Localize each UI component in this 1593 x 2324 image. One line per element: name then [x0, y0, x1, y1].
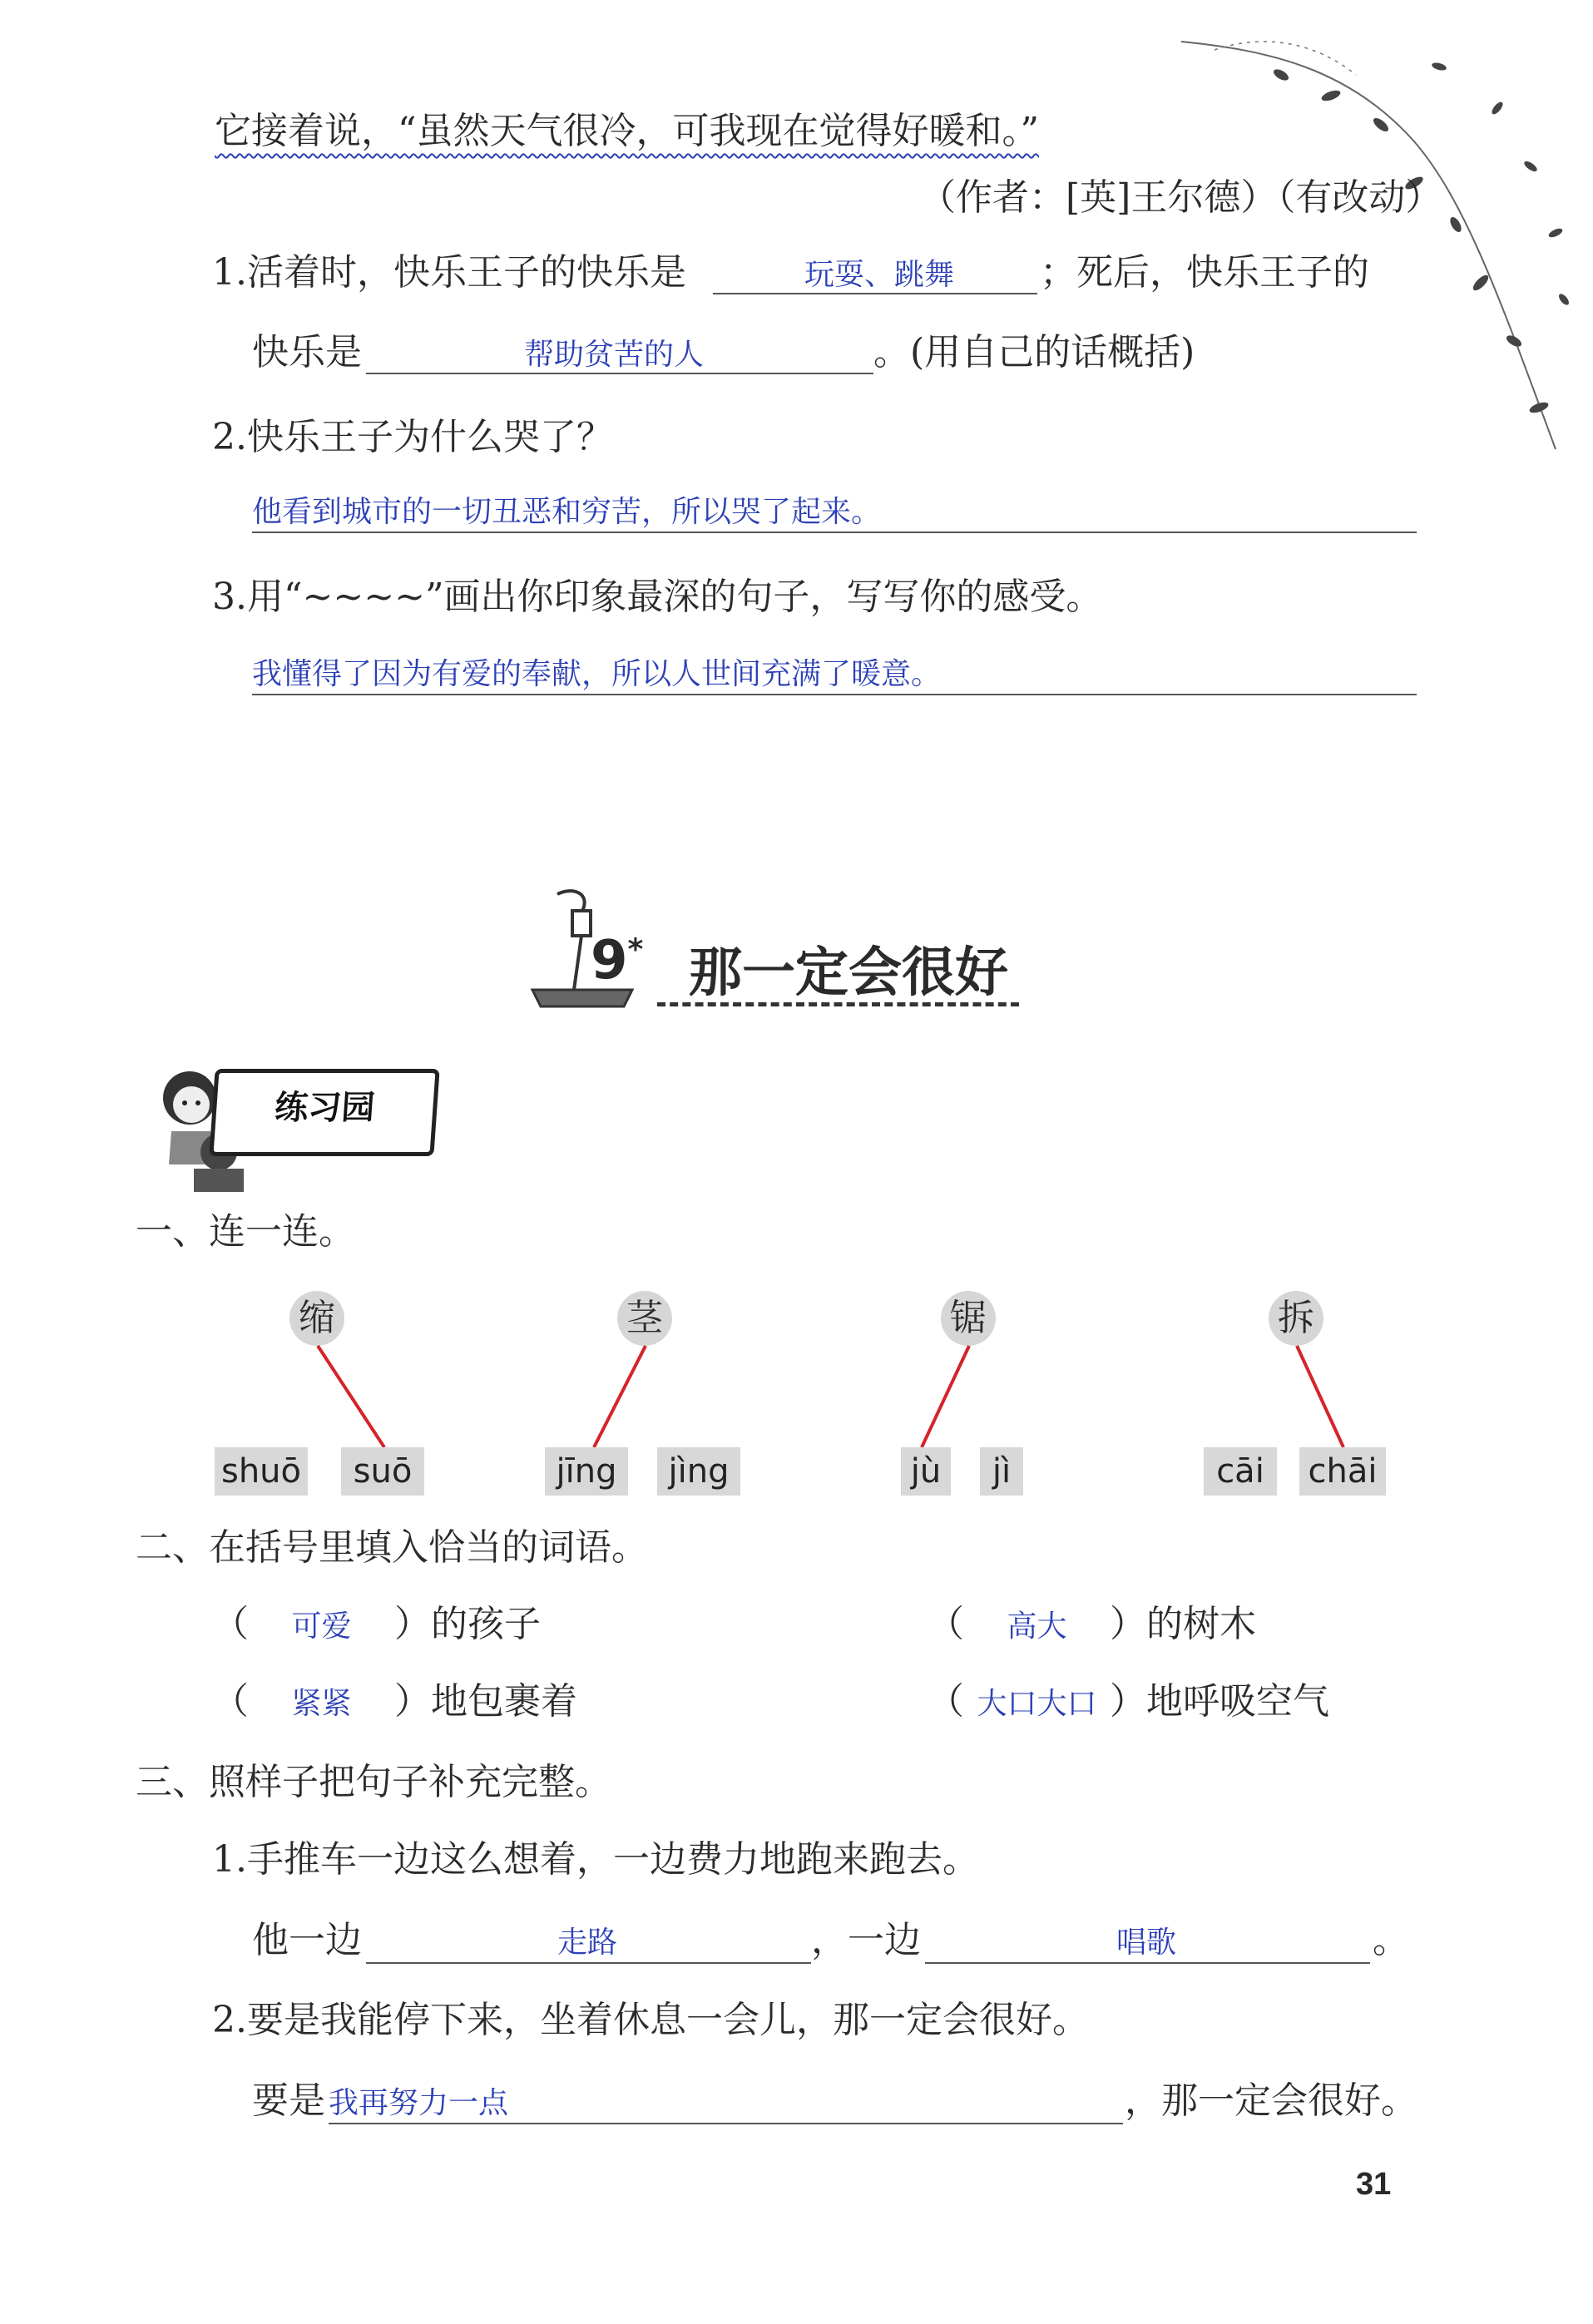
match-line-ju [922, 1346, 969, 1447]
ex1-blank-2[interactable] [925, 1917, 1370, 1964]
question-3: 3.用“~~~~”画出你印象最深的句子，写写你的感受。 [212, 576, 1103, 618]
ex2-blank[interactable] [329, 2078, 1123, 2124]
ex2-answer: 我再努力一点 [329, 2086, 509, 2120]
fill-answer-1[interactable]: 可爱 [291, 1609, 352, 1644]
match-line-jing [594, 1346, 646, 1447]
section-3-heading: 三、照样子把句子补充完整。 [136, 1761, 611, 1803]
lesson-star: * [627, 932, 644, 967]
pinyin-cai[interactable]: cāi [1204, 1447, 1277, 1496]
pinyin-ji[interactable]: jì [980, 1447, 1023, 1496]
example-1-prefix: 他一边 [252, 1919, 362, 1961]
fill-answer-3[interactable]: 紧紧 [291, 1687, 352, 1721]
lesson-number-text: 9 [591, 930, 628, 991]
pinyin-jing1[interactable]: jīng [545, 1447, 628, 1496]
lesson-title: 那一定会很好 [689, 942, 1008, 1004]
q1-answer-2: 帮助贫苦的人 [524, 338, 705, 372]
ex1-answer-1: 走路 [557, 1926, 618, 1960]
example-2-prefix: 要是 [252, 2079, 325, 2122]
example-1-end: 。 [1373, 1919, 1409, 1961]
fill-suffix-3: 地包裹着 [431, 1680, 577, 1723]
char-jing[interactable]: 茎 [617, 1291, 672, 1346]
fill-suffix-4: 地呼吸空气 [1146, 1680, 1329, 1723]
fill-item-4: （ 大口大口 ）地呼吸空气 [928, 1680, 1329, 1726]
fill-item-2: （ 高大 ）的树木 [928, 1603, 1256, 1649]
fill-answer-4[interactable]: 大口大口 [977, 1687, 1097, 1721]
q3-answer: 我懂得了因为有爱的奉献，所以人世间充满了暖意。 [252, 657, 942, 691]
match-line-chai [1297, 1346, 1343, 1447]
section-1-heading: 一、连一连。 [136, 1210, 355, 1253]
pinyin-chai[interactable]: chāi [1299, 1447, 1386, 1496]
match-line-suo [318, 1346, 384, 1447]
practice-label: 练习园 [273, 1089, 376, 1127]
char-suo[interactable]: 缩 [289, 1291, 344, 1346]
q1-answer-1: 玩耍、跳舞 [804, 258, 955, 292]
fill-suffix-2: 的树木 [1146, 1603, 1256, 1645]
story-quote-text: 它接着说，“虽然天气很冷，可我现在觉得好暖和。” [215, 110, 1039, 152]
fill-item-3: （ 紧紧 ）地包裹着 [212, 1680, 577, 1726]
fill-answer-2[interactable]: 高大 [1007, 1609, 1067, 1644]
page-number: 31 [1356, 2167, 1392, 2202]
char-ju[interactable]: 锯 [941, 1291, 996, 1346]
pinyin-jing4[interactable]: jìng [657, 1447, 740, 1496]
question-1-mid: ；死后，快乐王子的 [1040, 251, 1369, 294]
ex1-answer-2: 唱歌 [1116, 1926, 1177, 1960]
example-1: 1.手推车一边这么想着，一边费力地跑来跑去。 [212, 1838, 979, 1881]
pinyin-ju[interactable]: jù [901, 1447, 951, 1496]
pinyin-shuo[interactable]: shuō [215, 1447, 308, 1496]
story-source: （作者：[英]王尔德）（有改动） [919, 176, 1442, 219]
char-chai[interactable]: 拆 [1269, 1291, 1323, 1346]
fill-item-1: （ 可爱 ）的孩子 [212, 1603, 541, 1649]
question-1-suffix: 。(用自己的话概括) [873, 331, 1195, 373]
ex1-blank-1[interactable] [366, 1917, 811, 1964]
example-2-end: ，那一定会很好。 [1125, 2079, 1417, 2122]
example-2: 2.要是我能停下来，坐着休息一会儿，那一定会很好。 [212, 1999, 1089, 2041]
question-2: 2.快乐王子为什么哭了？ [212, 416, 613, 458]
question-1: 1.活着时，快乐王子的快乐是 [212, 251, 686, 294]
pinyin-suo[interactable]: suō [341, 1447, 424, 1496]
fill-suffix-1: 的孩子 [431, 1603, 541, 1645]
section-2-heading: 二、在括号里填入恰当的词语。 [136, 1526, 648, 1569]
q2-answer: 他看到城市的一切丑恶和穷苦，所以哭了起来。 [252, 495, 882, 529]
question-1-cont: 快乐是 [252, 331, 362, 373]
example-1-mid: ，一边 [811, 1919, 921, 1961]
